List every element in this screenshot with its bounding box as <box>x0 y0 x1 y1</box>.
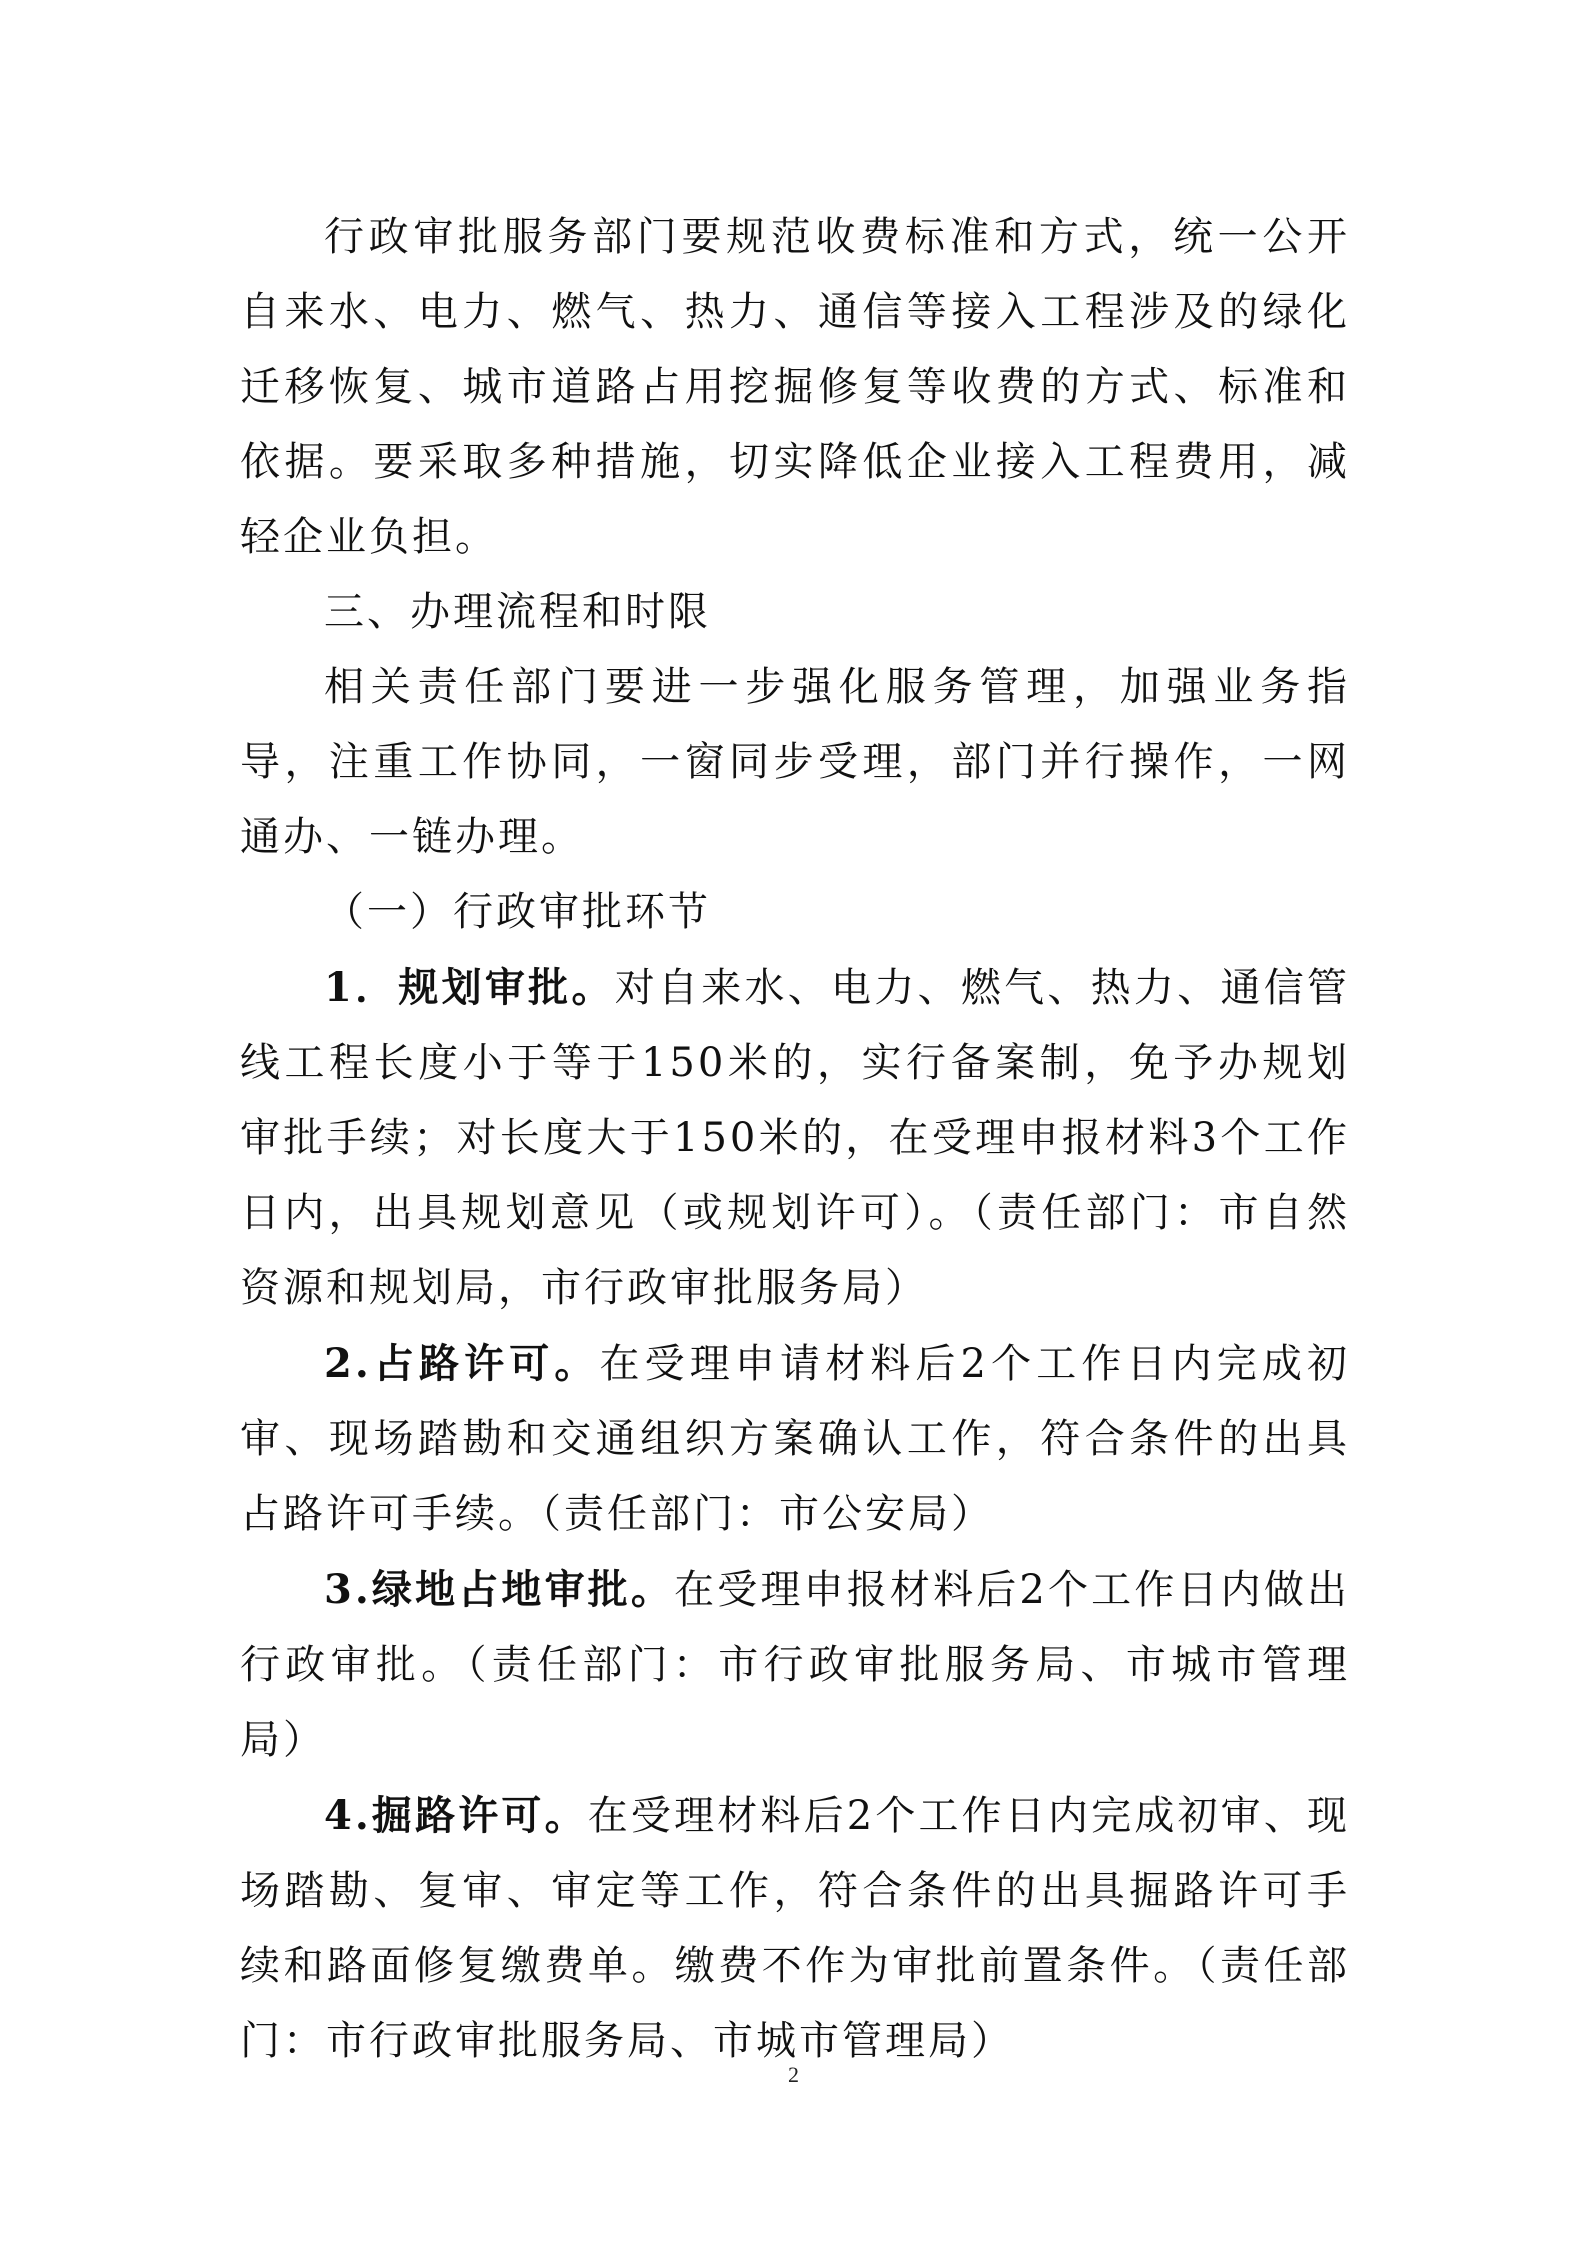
item-road-occupation-permit <box>240 1326 1350 1552</box>
item-title: 1．规划审批。 <box>324 964 615 1011</box>
item-planning-approval <box>240 950 1350 1326</box>
paragraph-process: 相关责任部门要进一步强化服务管理，加强业务指导，注重工作协同，一窗同步受理，部门并行操作，一网通办、一链办理。 <box>240 664 1350 860</box>
page-number: 2 <box>788 2062 799 2087</box>
subsection-heading: （一）行政审批环节 <box>324 889 711 935</box>
item-body: 在受理申报材料后2个工作日内做出行政审批。（责任部门：市行政审批服务局、市城市管理局） <box>240 1567 1350 1763</box>
item-road-excavation-permit <box>240 1778 1350 2079</box>
item-title: 2.占路许可。 <box>324 1340 600 1387</box>
paragraph-fees: 行政审批服务部门要规范收费标准和方式，统一公开自来水、电力、燃气、热力、通信等接入工程涉及的绿化迁移恢复、城市道路占用挖掘修复等收费的方式、标准和依据。要采取多种措施，切实降低企业接入工程费用，减轻企业负担。 <box>240 214 1350 560</box>
item-body: 对自来水、电力、燃气、热力、通信管线工程长度小于等于150米的，实行备案制，免予办规划审批手续；对长度大于150米的，在受理申报材料3个工作日内，出具规划意见（或规划许可）。（责任部门：市自然资源和规划局，市行政审批服务局） <box>240 965 1351 1311</box>
item-title: 3.绿地占地审批。 <box>324 1566 675 1613</box>
document-body <box>240 200 1350 2079</box>
item-body: 在受理材料后2个工作日内完成初审、现场踏勘、复审、审定等工作，符合条件的出具掘路许可手续和路面修复缴费单。缴费不作为审批前置条件。（责任部门：市行政审批服务局、市城市管理局） <box>240 1793 1350 2064</box>
item-title: 4.掘路许可。 <box>324 1792 588 1839</box>
section-heading: 三、办理流程和时限 <box>324 589 711 635</box>
item-green-land-approval <box>240 1552 1350 1778</box>
item-body: 在受理申请材料后2个工作日内完成初审、现场踏勘和交通组织方案确认工作，符合条件的出具占路许可手续。（责任部门：市公安局） <box>240 1341 1351 1537</box>
